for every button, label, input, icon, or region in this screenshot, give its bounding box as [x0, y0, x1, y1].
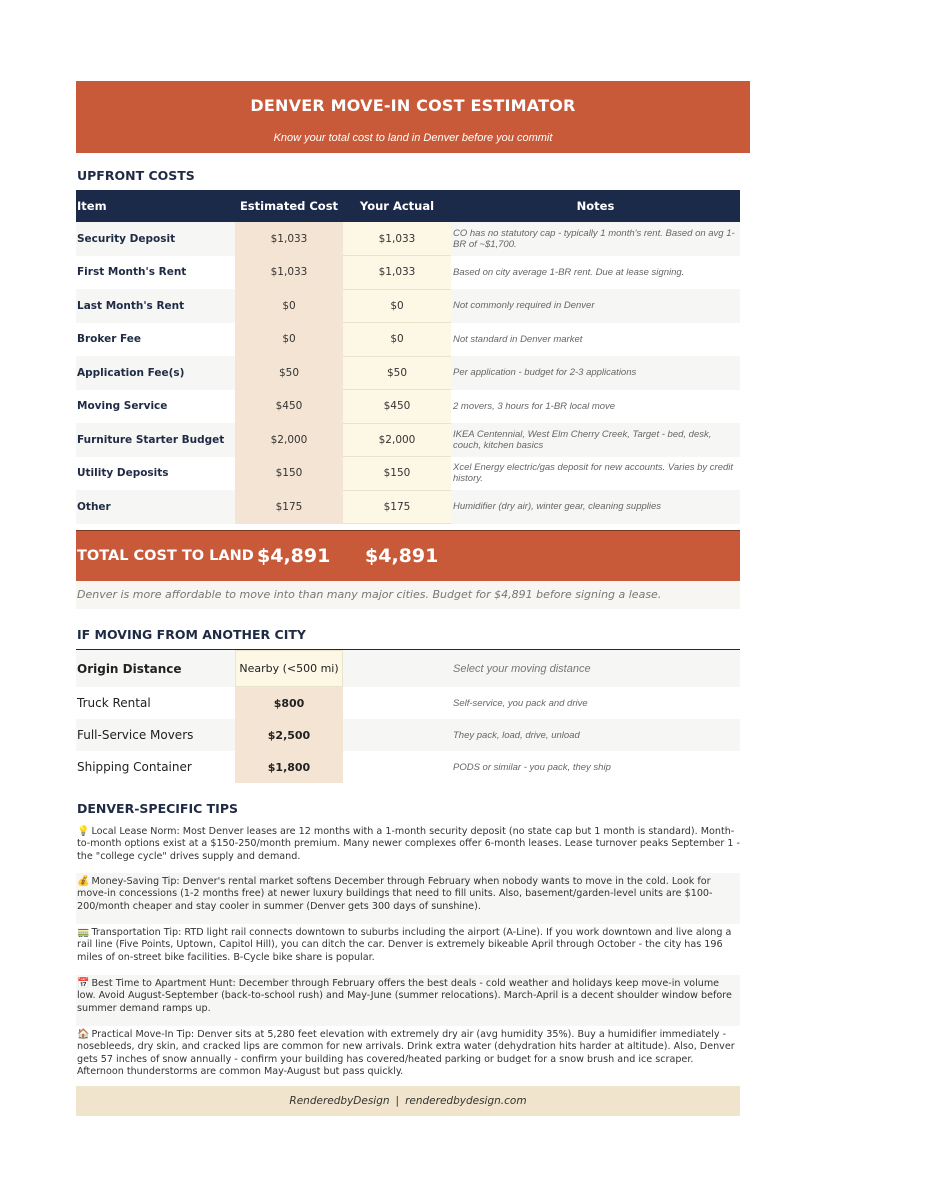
city-section-title: IF MOVING FROM ANOTHER CITY: [76, 609, 740, 650]
row-item-label: Furniture Starter Budget: [76, 423, 235, 457]
blank-cell: [343, 687, 451, 719]
tip-text: Practical Move-In Tip: Denver sits at 5,280 feet elevation with extremely dry air (avg humidity 35%). Buy a humidifier immediately - nosebleeds, dry skin, and cracked lips are common for new arrivals. Drink extra water (dehydration hits harder at altitude). Also, Denver gets 57 inches of snow annually - confirm your building has covered/heated parking or budget for a snow brush and ice scraper. Afternoon thunderstorms are common May-August but pass quickly.: [77, 1029, 735, 1077]
moving-option-note: They pack, load, drive, unload: [453, 729, 580, 741]
actual-cost-input[interactable]: $0: [343, 289, 451, 323]
actual-cost-input[interactable]: $450: [343, 390, 451, 424]
blank-cell: [343, 650, 451, 687]
tip-text: Money-Saving Tip: Denver's rental market softens December through February when nobody wants to move in the cold. Look for move-in concessions (1-2 months free) at newer luxury buildings that need to fill units. Also, basement/garden-level units are $100-200/month cheaper and stay cooler in summer (Denver gets 300 days of sunshine).: [77, 876, 713, 912]
table-row: [76, 289, 740, 323]
table-row: [76, 390, 740, 424]
table-row: [76, 423, 740, 457]
row-note: Humidifier (dry air), winter gear, cleaning supplies: [451, 490, 740, 524]
tip-item: [76, 975, 740, 1026]
moving-option-label: Shipping Container: [77, 760, 192, 774]
table-row: [76, 323, 740, 357]
tips-section-title: DENVER-SPECIFIC TIPS: [77, 801, 238, 816]
origin-distance-note: Select your moving distance: [453, 662, 591, 675]
estimated-cost-cell: $0: [235, 289, 343, 323]
footer: [76, 1086, 740, 1116]
tip-item: [76, 1026, 740, 1086]
table-row: [76, 356, 740, 390]
row-note: Based on city average 1-BR rent. Due at lease signing.: [451, 256, 740, 290]
tip-text: Best Time to Apartment Hunt: December through February offers the best deals - cold weather and holidays keep move-in volume low. Avoid August-September (back-to-school rush) and May-June (summer relocations). March-April is a decent shoulder window before summer demand ramps up.: [77, 978, 732, 1014]
moving-option-note: Self-service, you pack and drive: [453, 697, 588, 709]
moving-option-note: PODS or similar - you pack, they ship: [453, 761, 611, 773]
page-subtitle: Know your total cost to land in Denver before you commit: [273, 132, 553, 144]
table-header-row: [76, 190, 740, 222]
row-item-label: Moving Service: [76, 390, 235, 424]
column-header-notes: Notes: [451, 190, 740, 222]
moving-option-row: [76, 751, 740, 783]
table-row: [76, 490, 740, 524]
page-title: DENVER MOVE-IN COST ESTIMATOR: [250, 96, 576, 115]
actual-cost-input[interactable]: $1,033: [343, 222, 451, 256]
moving-option-cost: $2,500: [235, 719, 343, 751]
row-item-label: Security Deposit: [76, 222, 235, 256]
total-summary-note: Denver is more affordable to move into than many major cities. Budget for $4,891 before signing a lease.: [76, 581, 740, 609]
moving-option-label: Truck Rental: [77, 696, 151, 710]
calendar-icon: 📅: [77, 978, 90, 989]
origin-distance-select[interactable]: Nearby (<500 mi): [235, 650, 343, 687]
tip-text: Local Lease Norm: Most Denver leases are 12 months with a 1-month security deposit (no state cap but 1 month is standard). Month-to-month options exist at a $150-250/month premium. Many newer complexes offer 6-month leases. Lease turnover peaks September 1 - the "college cycle" drives supply and demand.: [77, 826, 741, 862]
tip-item: [76, 873, 740, 924]
row-item-label: Application Fee(s): [76, 356, 235, 390]
actual-cost-input[interactable]: $50: [343, 356, 451, 390]
column-header-estimated: Estimated Cost: [235, 190, 343, 222]
header-banner: [76, 81, 750, 153]
actual-cost-input[interactable]: $1,033: [343, 256, 451, 290]
estimated-cost-cell: $1,033: [235, 222, 343, 256]
total-label: TOTAL COST TO LAND: [77, 548, 254, 564]
row-note: Per application - budget for 2-3 applications: [451, 356, 740, 390]
total-actual-value: $4,891: [365, 545, 439, 567]
origin-distance-label: Origin Distance: [77, 661, 182, 676]
estimated-cost-cell: $0: [235, 323, 343, 357]
origin-distance-row: [76, 650, 740, 687]
actual-cost-input[interactable]: $2,000: [343, 423, 451, 457]
estimated-cost-cell: $175: [235, 490, 343, 524]
footer-url-link[interactable]: renderedbydesign.com: [405, 1095, 527, 1107]
moving-option-row: [76, 719, 740, 751]
row-note: Not commonly required in Denver: [451, 289, 740, 323]
actual-cost-input[interactable]: $150: [343, 457, 451, 491]
row-item-label: Other: [76, 490, 235, 524]
table-row: [76, 222, 740, 256]
moving-option-cost: $800: [235, 687, 343, 719]
moving-option-row: [76, 687, 740, 719]
column-header-actual: Your Actual: [343, 190, 451, 222]
house-icon: 🏠: [77, 1029, 90, 1040]
total-cost-bar: [76, 530, 740, 581]
table-row: [76, 256, 740, 290]
lightbulb-icon: 💡: [77, 826, 90, 837]
estimated-cost-cell: $450: [235, 390, 343, 424]
blank-cell: [343, 751, 451, 783]
row-note: Not standard in Denver market: [451, 323, 740, 357]
footer-separator: |: [395, 1095, 400, 1107]
train-icon: 🚃: [77, 927, 90, 938]
tip-item: [76, 924, 740, 975]
row-item-label: Broker Fee: [76, 323, 235, 357]
estimated-cost-cell: $1,033: [235, 256, 343, 290]
estimator-sheet: [76, 81, 750, 1116]
upfront-costs-table: [76, 190, 740, 524]
table-row: [76, 457, 740, 491]
row-note: Xcel Energy electric/gas deposit for new accounts. Varies by credit history.: [451, 457, 740, 491]
total-estimated-value: $4,891: [257, 545, 331, 567]
estimated-cost-cell: $2,000: [235, 423, 343, 457]
estimated-cost-cell: $150: [235, 457, 343, 491]
blank-cell: [343, 719, 451, 751]
row-note: IKEA Centennial, West Elm Cherry Creek, Target - bed, desk, couch, kitchen basics: [451, 423, 740, 457]
row-note: CO has no statutory cap - typically 1 month's rent. Based on avg 1-BR of ~$1,700.: [451, 222, 740, 256]
upfront-section-title: UPFRONT COSTS: [77, 168, 195, 183]
moving-option-label: Full-Service Movers: [77, 728, 194, 742]
column-header-item: Item: [76, 190, 235, 222]
row-item-label: First Month's Rent: [76, 256, 235, 290]
row-note: 2 movers, 3 hours for 1-BR local move: [451, 390, 740, 424]
estimated-cost-cell: $50: [235, 356, 343, 390]
tip-item: [76, 823, 740, 873]
row-item-label: Last Month's Rent: [76, 289, 235, 323]
money-bag-icon: 💰: [77, 876, 90, 887]
footer-brand: RenderedbyDesign: [289, 1095, 390, 1107]
actual-cost-input[interactable]: $175: [343, 490, 451, 524]
tip-text: Transportation Tip: RTD light rail connects downtown to suburbs including the airport (A-Line). If you work downtown and live along a rail line (Five Points, Uptown, Capitol Hill), you can ditch the car. Denver is extremely bikeable April through October - the city has 196 miles of on-street bike facilities. B-Cycle bike share is popular.: [77, 927, 732, 963]
actual-cost-input[interactable]: $0: [343, 323, 451, 357]
row-item-label: Utility Deposits: [76, 457, 235, 491]
moving-option-cost: $1,800: [235, 751, 343, 783]
